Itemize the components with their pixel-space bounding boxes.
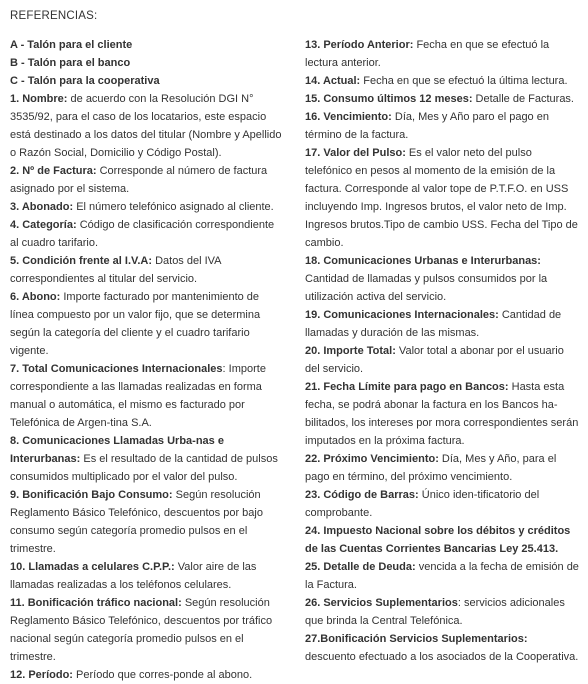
reference-term: 7. Total Comunicaciones Internacionales — [10, 363, 223, 375]
reference-description: vencida a la fecha de emisión de la Factura. — [305, 561, 579, 591]
reference-term: C - Talón para la cooperativa — [10, 75, 160, 87]
reference-term: 14. Actual: — [305, 75, 361, 87]
reference-term: 22. Próximo Vencimiento: — [305, 453, 439, 465]
reference-description: Es el resultado de la cantidad de pulsos consumidos multiplicado por el valor del pulso. — [10, 453, 278, 483]
reference-description: Hasta esta fecha, se podrá abonar la factura en los Bancos ha-bilitados, los intereses por mora correspondientes serán imputados en la próxima factura. — [305, 381, 579, 447]
reference-description: Detalle de Facturas. — [472, 93, 574, 105]
reference-entry — [305, 522, 581, 558]
reference-term: 2. Nº de Factura: — [10, 165, 97, 177]
reference-entry — [305, 450, 581, 486]
reference-description: descuento efectuado a los asociados de la Cooperativa. — [305, 651, 579, 663]
reference-description: Valor total a abonar por el usuario del servicio. — [305, 345, 564, 375]
reference-entry — [305, 630, 581, 666]
references-heading: REFERENCIAS: — [10, 10, 98, 22]
reference-term: 12. Período: — [10, 669, 73, 681]
reference-term: 9. Bonificación Bajo Consumo: — [10, 489, 173, 501]
reference-term: 17. Valor del Pulso: — [305, 147, 406, 159]
reference-entry — [10, 360, 282, 432]
reference-term: 11. Bonificación tráfico nacional: — [10, 597, 182, 609]
reference-description: Período que corres-ponde al abono. — [72, 669, 253, 681]
reference-term: A - Talón para el cliente — [10, 39, 133, 51]
reference-term: 24. Impuesto Nacional sobre los débitos y créditos de las Cuentas Corrientes Bancarias Ley 25.413. — [305, 525, 571, 555]
reference-description: : servicios adicionales que brinda la Central Telefónica. — [305, 597, 565, 627]
reference-term: 19. Comunicaciones Internacionales: — [305, 309, 499, 321]
reference-description: : Importe correspondiente a las llamadas realizadas en forma manual o automática, el mismo es facturado por Telefónica de Argen-tina S.A. — [10, 363, 266, 429]
reference-term: 27.Bonificación Servicios Suplementarios: — [305, 633, 528, 645]
reference-entry — [10, 36, 282, 54]
reference-entry — [305, 594, 581, 630]
reference-term: 21. Fecha Límite para pago en Bancos: — [305, 381, 509, 393]
reference-description: Fecha en que se efectuó la lectura anterior. — [305, 39, 550, 69]
reference-description: Corresponde al número de factura asignado por el sistema. — [10, 165, 268, 195]
reference-entry — [10, 594, 282, 666]
references-left-column — [10, 36, 282, 684]
reference-entry — [305, 36, 581, 72]
reference-entry — [305, 90, 581, 108]
reference-entry — [305, 252, 581, 306]
reference-entry — [305, 486, 581, 522]
reference-entry — [10, 288, 282, 360]
reference-term: 25. Detalle de Deuda: — [305, 561, 416, 573]
reference-description: Cantidad de llamadas y pulsos consumidos por la utilización activa del servicio. — [305, 273, 548, 303]
reference-entry — [10, 90, 282, 162]
reference-term: 10. Llamadas a celulares C.P.P.: — [10, 561, 175, 573]
reference-entry — [305, 144, 581, 252]
reference-term: B - Talón para el banco — [10, 57, 131, 69]
reference-entry — [305, 558, 581, 594]
reference-term: 1. Nombre: — [10, 93, 68, 105]
reference-entry — [10, 432, 282, 486]
reference-description: Es el valor neto del pulso telefónico en pesos al momento de la emisión de la factura. Corresponde al valor tope de P.T.F.O. en USS incluyendo Imp. Ingresos brutos, el valor neto de Imp. Ingresos brutos.Tipo de cambio USS. Fecha del Tipo de cambio. — [305, 147, 578, 249]
reference-entry — [10, 558, 282, 594]
reference-term: 8. Comunicaciones Llamadas Urba-nas e Interurbanas: — [10, 435, 224, 465]
reference-entry — [305, 72, 581, 90]
reference-term: 16. Vencimiento: — [305, 111, 392, 123]
reference-entry — [10, 72, 282, 90]
reference-description: Día, Mes y Año, para el pago en término, del próximo vencimiento. — [305, 453, 557, 483]
reference-entry — [10, 252, 282, 288]
reference-term: 3. Abonado: — [10, 201, 74, 213]
reference-description: Fecha en que se efectuó la última lectura. — [360, 75, 568, 87]
reference-entry — [305, 378, 581, 450]
reference-description: Importe facturado por mantenimiento de línea compuesto por un valor fijo, que se determina según la categoría del cliente y el cuadro tarifario vigente. — [10, 291, 261, 357]
reference-entry — [10, 666, 282, 684]
reference-description: Código de clasificación correspondiente al cuadro tarifario. — [10, 219, 275, 249]
reference-term: 6. Abono: — [10, 291, 61, 303]
reference-term: 26. Servicios Suplementarios — [305, 597, 458, 609]
reference-term: 13. Período Anterior: — [305, 39, 414, 51]
reference-description: Único iden-tificatorio del comprobante. — [305, 489, 540, 519]
reference-term: 20. Importe Total: — [305, 345, 396, 357]
reference-entry — [305, 306, 581, 342]
references-right-column — [305, 36, 581, 666]
reference-entry — [305, 108, 581, 144]
reference-entry — [10, 54, 282, 72]
reference-term: 4. Categoría: — [10, 219, 77, 231]
reference-term: 15. Consumo últimos 12 meses: — [305, 93, 473, 105]
reference-term: 5. Condición frente al I.V.A: — [10, 255, 153, 267]
reference-entry — [10, 162, 282, 198]
reference-entry — [305, 342, 581, 378]
reference-description: de acuerdo con la Resolución DGI N° 3535/92, para el caso de los locatarios, este espacio está destinado a los datos del titular (Nombre y Apellido o Razón Social, Domicilio y Código Postal). — [10, 93, 282, 159]
reference-description: El número telefónico asignado al cliente. — [73, 201, 274, 213]
reference-term: 23. Código de Barras: — [305, 489, 419, 501]
reference-description: Día, Mes y Año paro el pago en término de la factura. — [305, 111, 549, 141]
reference-description: Según resolución Reglamento Básico Telefónico, descuentos por tráfico nacional según categoría promedio pulsos en el trimestre. — [10, 597, 273, 663]
reference-description: Datos del IVA correspondientes al titular del servicio. — [10, 255, 221, 285]
reference-description: Según resolución Reglamento Básico Telefónico, descuentos por bajo consumo según categoría promedio pulsos en el trimestre. — [10, 489, 263, 555]
reference-term: 18. Comunicaciones Urbanas e Interurbanas: — [305, 255, 541, 267]
reference-description: Cantidad de llamadas y duración de las mismas. — [305, 309, 562, 339]
reference-entry — [10, 486, 282, 558]
reference-entry — [10, 216, 282, 252]
reference-entry — [10, 198, 282, 216]
reference-description: Valor aire de las llamadas realizadas a los teléfonos celulares. — [10, 561, 257, 591]
